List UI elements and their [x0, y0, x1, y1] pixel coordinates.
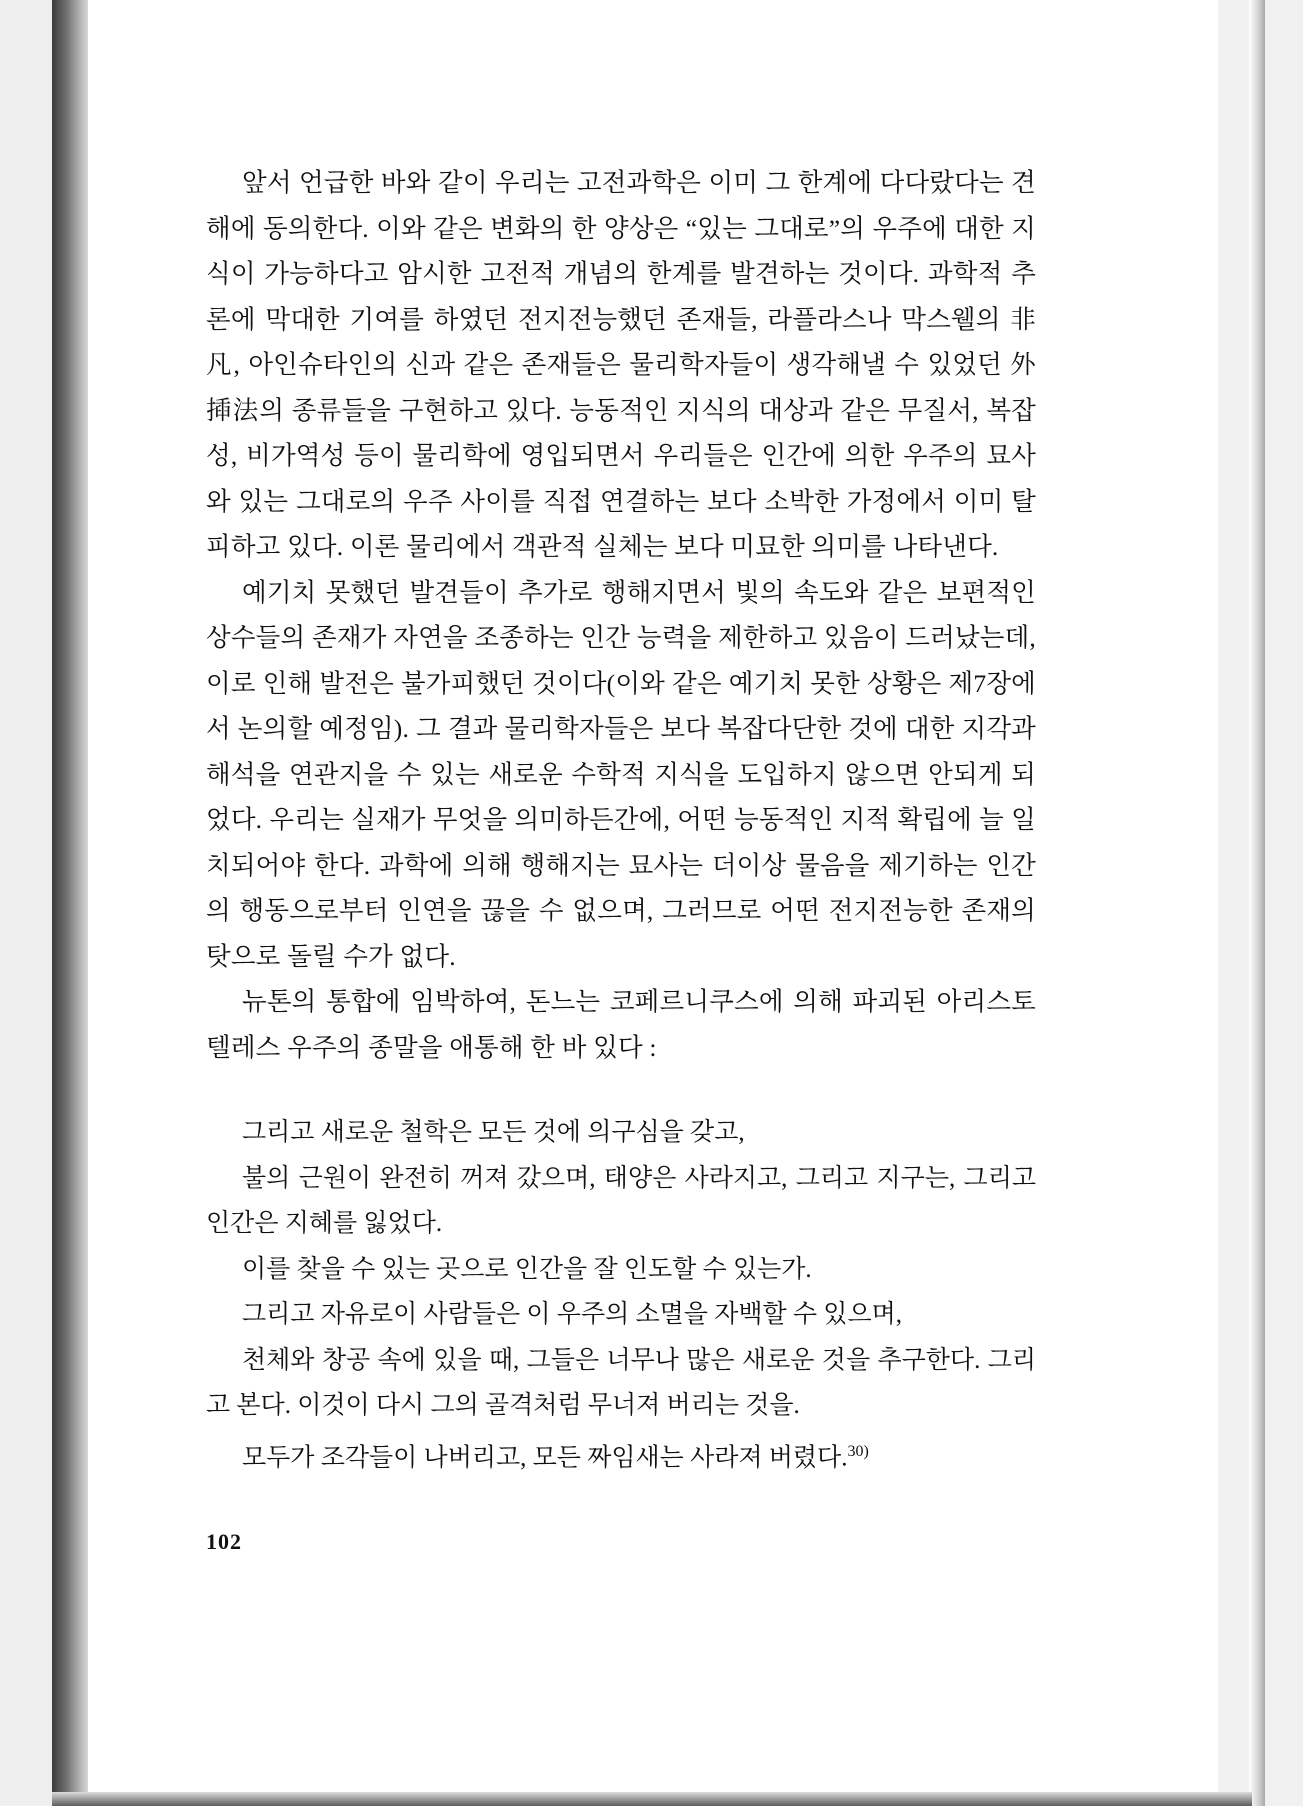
- page-bottom-edge-shadow: [52, 1792, 1252, 1806]
- body-paragraph-2: 예기치 못했던 발견들이 추가로 행해지면서 빛의 속도와 같은 보편적인 상수들의 존재가 자연을 조종하는 인간 능력을 제한하고 있음이 드러났는데, 이로 인해 발전은 불가피했던 것이다(이와 같은 예기치 못한 상황은 제7장에서 논의할 예정임). 그 결과 물리학자들은 보다 복잡다단한 것에 대한 지각과 해석을 연관지을 수 있는 새로운 수학적 지식을 도입하지 않으면 안되게 되었다. 우리는 실재가 무엇을 의미하든간에, 어떤 능동적인 지적 확립에 늘 일치되어야 한다. 과학에 의해 행해지는 묘사는 더이상 물음을 제기하는 인간의 행동으로부터 인연을 끊을 수 없으며, 그러므로 어떤 전지전능한 존재의 탓으로 돌릴 수가 없다.: [206, 577, 1036, 971]
- quote-line: 천체와 창공 속에 있을 때, 그들은 너무나 많은 새로운 것을 추구한다. 그리고 본다. 이것이 다시 그의 골격처럼 무너져 버리는 것을.: [206, 1346, 1036, 1419]
- quote-line-text: 모두가 조각들이 나버리고, 모든 짜임새는 사라져 버렸다.: [242, 1443, 848, 1471]
- quote-line: 그리고 새로운 철학은 모든 것에 의구심을 갖고,: [242, 1119, 745, 1146]
- quotation-block: [206, 1110, 1036, 1480]
- quote-line: 이를 찾을 수 있는 곳으로 인간을 잘 인도할 수 있는가.: [242, 1255, 812, 1283]
- quote-line-with-footnote: [206, 1429, 1036, 1481]
- quote-line: 불의 근원이 완전히 꺼져 갔으며, 태양은 사라지고, 그리고 지구는, 그리고 인간은 지혜를 잃었다.: [206, 1164, 1036, 1237]
- text-column: [206, 160, 1036, 1480]
- outer-left-margin: [0, 0, 53, 1806]
- footnote-reference-mark: 30): [847, 1442, 869, 1460]
- body-paragraph-1: 앞서 언급한 바와 같이 우리는 고전과학은 이미 그 한계에 다다랐다는 견해에 동의한다. 이와 같은 변화의 한 양상은 “있는 그대로”의 우주에 대한 지식이 가능하다고 암시한 고전적 개념의 한계를 발견하는 것이다. 과학적 추론에 막대한 기여를 하였던 전지전능했던 존재들, 라플라스나 막스웰의 非凡, 아인슈타인의 신과 같은 존재들은 물리학자들이 생각해낼 수 있었던 外揷法의 종류들을 구현하고 있다. 능동적인 지식의 대상과 같은 무질서, 복잡성, 비가역성 등이 물리학에 영입되면서 우리들은 인간에 의한 우주의 묘사와 있는 그대로의 우주 사이를 직접 연결하는 보다 소박한 가정에서 이미 탈피하고 있다. 이론 물리에서 객관적 실체는 보다 미묘한 의미를 나타낸다.: [206, 168, 1036, 561]
- page-sheet: [88, 0, 1218, 1795]
- book-spine-shadow: [52, 0, 92, 1806]
- page-right-edge-shadow: [1249, 0, 1265, 1806]
- page-number: 102: [206, 1529, 242, 1554]
- body-paragraph-3: 뉴톤의 통합에 임박하여, 돈느는 코페르니쿠스에 의해 파괴된 아리스토텔레스 우주의 종말을 애통해 한 바 있다 :: [206, 987, 1036, 1062]
- quote-line: 그리고 자유로이 사람들은 이 우주의 소멸을 자백할 수 있으며,: [242, 1301, 903, 1328]
